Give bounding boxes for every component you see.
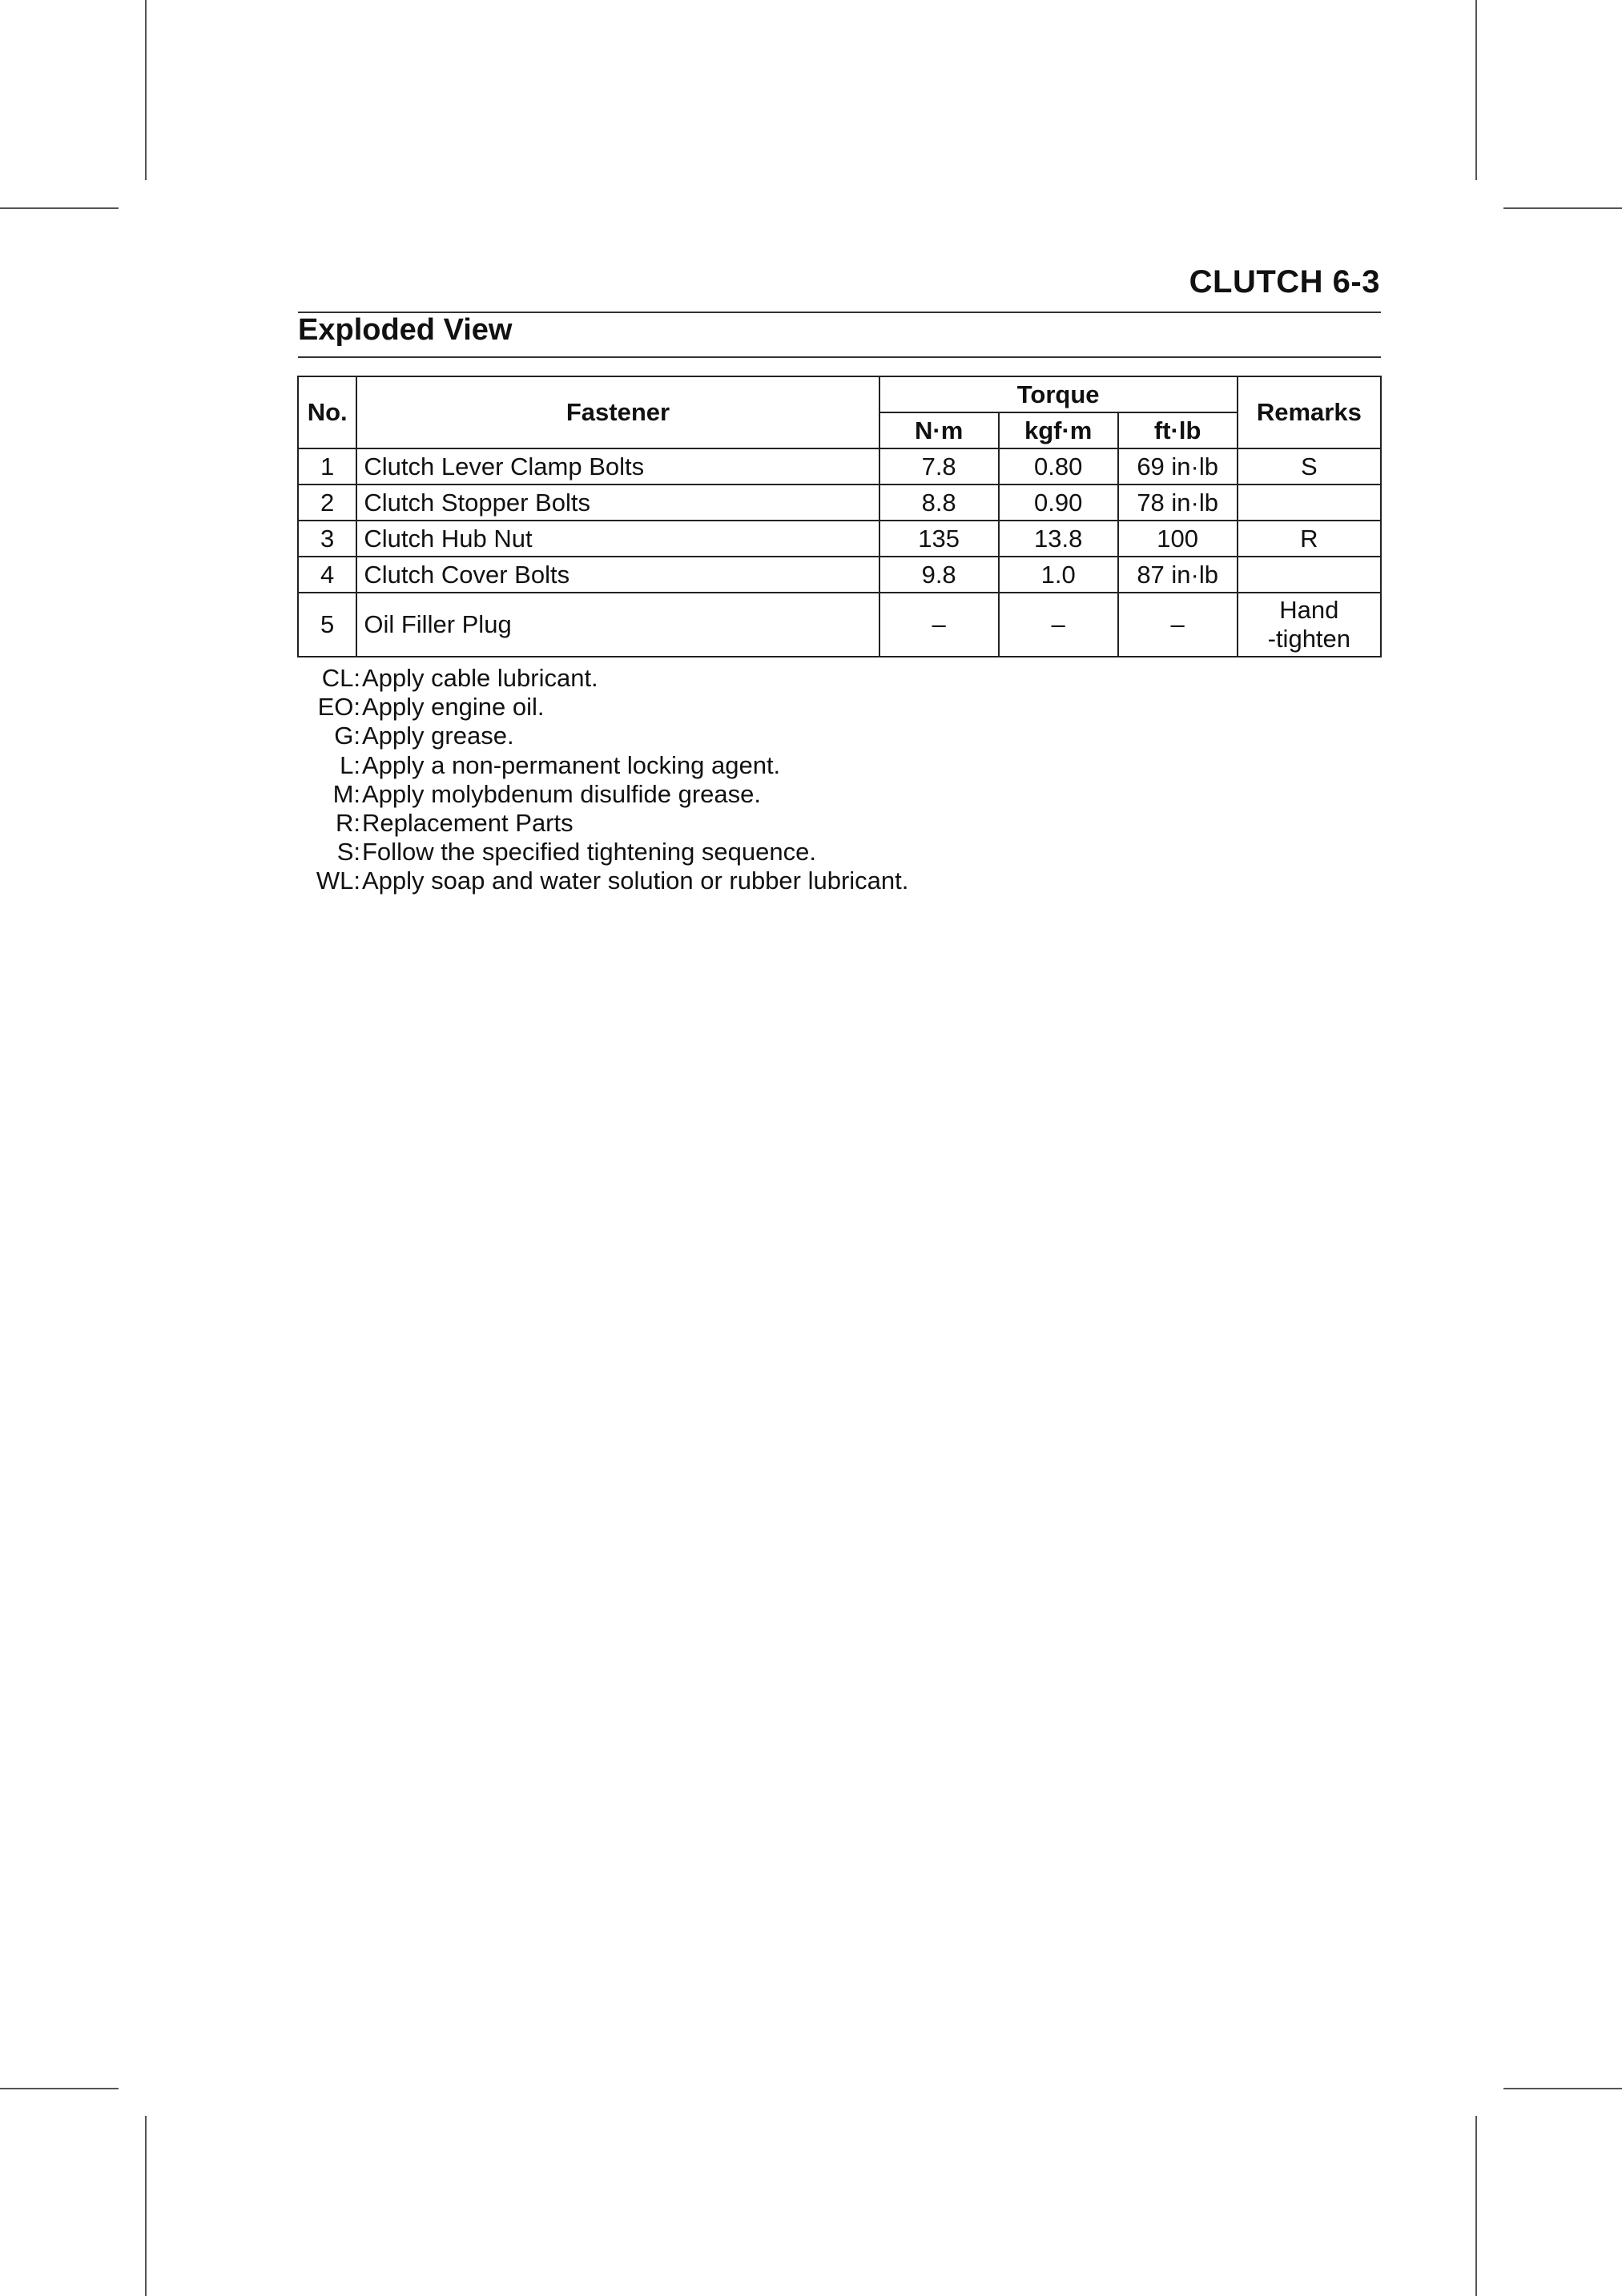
cell-nm: –	[879, 593, 999, 657]
legend-code: L:	[340, 750, 360, 779]
cell-nm: 8.8	[879, 485, 999, 521]
cell-remarks	[1238, 485, 1381, 521]
cell-no: 4	[298, 557, 356, 593]
cell-nm: 135	[879, 521, 999, 557]
cell-ftlb: 100	[1118, 521, 1238, 557]
cell-no: 2	[298, 485, 356, 521]
cell-remarks: R	[1238, 521, 1381, 557]
header-remarks: Remarks	[1238, 376, 1381, 448]
header-unit-ftlb: ft·lb	[1118, 412, 1238, 448]
legend-text: Apply grease.	[362, 722, 514, 750]
legend-code: G:	[334, 722, 360, 750]
cell-kgfm: 1.0	[999, 557, 1118, 593]
page-header-label: CLUTCH 6-3	[1189, 264, 1380, 300]
cell-ftlb: 78 in·lb	[1118, 485, 1238, 521]
cell-fastener: Clutch Stopper Bolts	[356, 485, 879, 521]
crop-mark-top-right-vertical	[1475, 0, 1477, 180]
section-title: Exploded View	[298, 313, 513, 347]
cell-kgfm: 13.8	[999, 521, 1118, 557]
cell-ftlb: –	[1118, 593, 1238, 657]
legend-item	[303, 838, 908, 867]
table-row	[298, 557, 1381, 593]
torque-table	[297, 376, 1382, 657]
crop-mark-top-left-vertical	[145, 0, 147, 180]
legend-text: Apply cable lubricant.	[362, 664, 598, 692]
table-row	[298, 448, 1381, 485]
legend-item	[303, 751, 908, 780]
cell-nm: 7.8	[879, 448, 999, 485]
section-rule	[298, 356, 1381, 358]
cell-fastener: Clutch Hub Nut	[356, 521, 879, 557]
legend-item	[303, 664, 908, 693]
cell-ftlb: 69 in·lb	[1118, 448, 1238, 485]
crop-mark-top-right-horizontal	[1503, 207, 1622, 209]
legend-text: Replacement Parts	[362, 809, 574, 838]
cell-no: 3	[298, 521, 356, 557]
header-fastener: Fastener	[356, 376, 879, 448]
legend-item	[303, 867, 908, 895]
cell-fastener: Clutch Cover Bolts	[356, 557, 879, 593]
cell-remarks	[1238, 593, 1381, 657]
legend-item	[303, 722, 908, 750]
legend-code: S:	[336, 838, 360, 867]
legend-item	[303, 809, 908, 838]
header-unit-nm: N·m	[879, 412, 999, 448]
table-row	[298, 485, 1381, 521]
crop-mark-bottom-right-vertical	[1475, 2116, 1477, 2296]
cell-remarks	[1238, 557, 1381, 593]
crop-mark-bottom-right-horizontal	[1503, 2088, 1622, 2089]
cell-remarks: S	[1238, 448, 1381, 485]
cell-fastener: Oil Filler Plug	[356, 593, 879, 657]
legend-text: Apply molybdenum disulfide grease.	[362, 779, 761, 808]
cell-fastener: Clutch Lever Clamp Bolts	[356, 448, 879, 485]
legend-code: CL:	[321, 664, 360, 692]
crop-mark-top-left-horizontal	[0, 207, 119, 209]
table-header-row	[298, 376, 1381, 412]
legend-code: M:	[332, 779, 360, 808]
cell-kgfm: –	[999, 593, 1118, 657]
legend-item	[303, 693, 908, 722]
table-row	[298, 593, 1381, 657]
cell-nm: 9.8	[879, 557, 999, 593]
cell-no: 5	[298, 593, 356, 657]
legend-code: WL:	[316, 867, 360, 895]
abbreviation-legend	[303, 664, 908, 896]
legend-text: Apply a non-permanent locking agent.	[362, 750, 781, 779]
table-row	[298, 521, 1381, 557]
crop-mark-bottom-left-vertical	[145, 2116, 147, 2296]
legend-text: Follow the specified tightening sequence.	[362, 838, 816, 867]
header-torque: Torque	[879, 376, 1238, 412]
legend-text: Apply engine oil.	[362, 693, 545, 722]
legend-code: EO:	[317, 693, 360, 722]
remarks-line: -tighten	[1267, 625, 1351, 653]
header-no: No.	[298, 376, 356, 448]
crop-mark-bottom-left-horizontal	[0, 2088, 119, 2089]
legend-code: R:	[336, 809, 360, 838]
cell-no: 1	[298, 448, 356, 485]
legend-item	[303, 780, 908, 809]
cell-ftlb: 87 in·lb	[1118, 557, 1238, 593]
cell-kgfm: 0.80	[999, 448, 1118, 485]
cell-kgfm: 0.90	[999, 485, 1118, 521]
legend-text: Apply soap and water solution or rubber lubricant.	[362, 867, 909, 895]
header-unit-kgfm: kgf·m	[999, 412, 1118, 448]
remarks-line: Hand	[1279, 596, 1339, 624]
